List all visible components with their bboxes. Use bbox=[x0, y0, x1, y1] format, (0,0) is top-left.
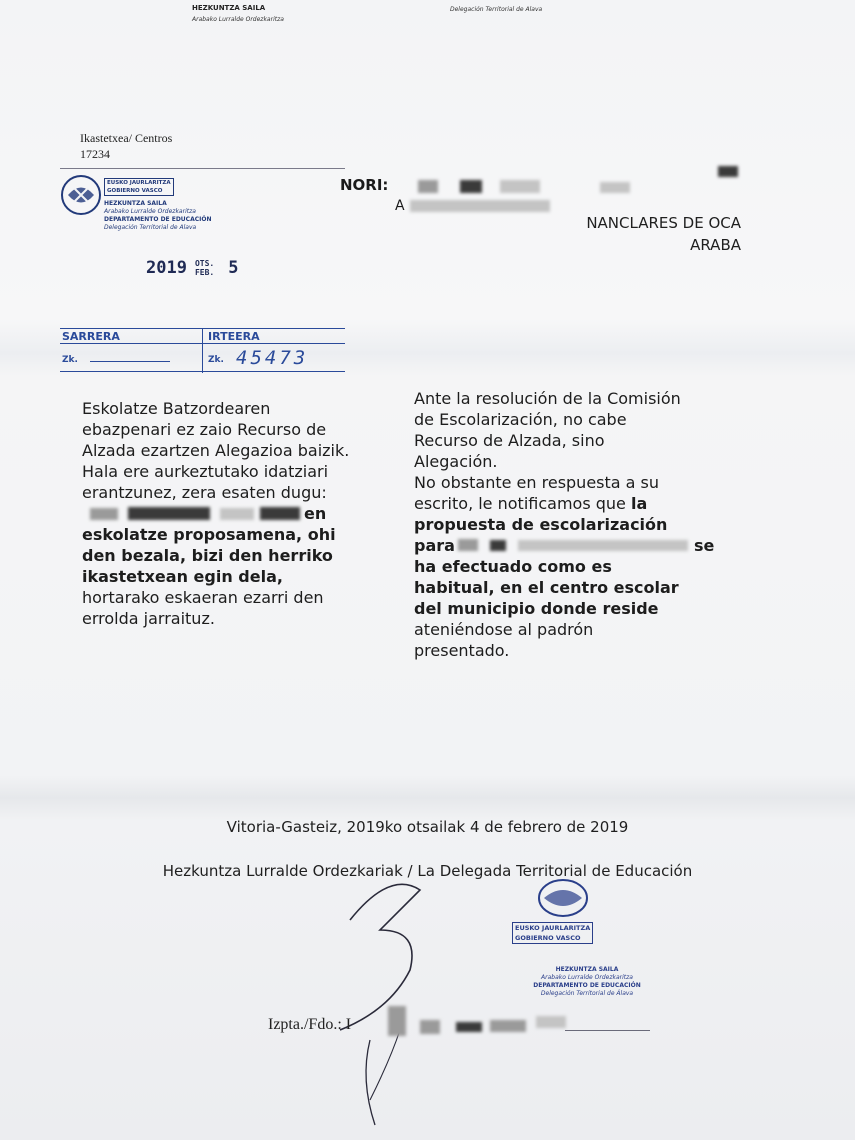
redaction bbox=[260, 507, 300, 520]
registry-row-divider bbox=[60, 343, 345, 344]
stamp-day: 5 bbox=[228, 258, 239, 278]
stamp-dept bbox=[104, 200, 212, 232]
basque-bold-line: ikastetxean egin dela, bbox=[82, 567, 283, 586]
seal-dept bbox=[512, 966, 662, 998]
signer-line: Hezkuntza Lurralde Ordezkariak / La Delegada Territorial de Educación bbox=[162, 862, 693, 880]
seal-gov-line1: EUSKO JAURLARITZA bbox=[515, 924, 591, 932]
stamp-dept-es-sub: Delegación Territorial de Alava bbox=[104, 224, 197, 231]
centro-code: 17234 bbox=[80, 147, 110, 161]
stamp-dept-eu: HEZKUNTZA SAILA bbox=[104, 200, 167, 207]
letterhead-dept-eu-sub: Arabako Lurralde Ordezkaritza bbox=[192, 16, 284, 23]
spanish-line-bold-part: la bbox=[630, 494, 648, 513]
redaction bbox=[128, 507, 210, 520]
stamp-gov-box bbox=[104, 178, 174, 196]
basque-line: erantzunez, zera esaten dugu: bbox=[82, 483, 327, 502]
centro-label: Ikastetxea/ Centros bbox=[80, 131, 173, 145]
registry-bottom-line bbox=[60, 371, 345, 372]
spanish-line: Ante la resolución de la Comisión bbox=[414, 389, 681, 408]
seal-dept-es-sub: Delegación Territorial de Álava bbox=[540, 990, 634, 997]
centro-divider bbox=[60, 168, 345, 169]
redaction bbox=[418, 180, 438, 193]
recipient-province: ARABA bbox=[690, 236, 741, 254]
spanish-line: Recurso de Alzada, sino bbox=[414, 431, 605, 450]
registry-exit-label: IRTEERA bbox=[208, 330, 260, 343]
spanish-line-part: para bbox=[414, 536, 455, 555]
redaction bbox=[456, 1022, 482, 1032]
registry-table bbox=[60, 328, 345, 373]
redaction bbox=[490, 1020, 526, 1032]
signature-scribble bbox=[330, 860, 450, 1130]
registry-entry-zk: Zk. bbox=[62, 355, 78, 365]
recipient-city: NANCLARES DE OCA bbox=[586, 214, 741, 232]
basque-line: errolda jarraituz. bbox=[82, 609, 215, 628]
stamp-dept-eu-sub: Arabako Lurralde Ordezkaritza bbox=[104, 208, 196, 215]
basque-column bbox=[82, 398, 382, 629]
registry-entry-label: SARRERA bbox=[62, 330, 120, 343]
redaction bbox=[220, 508, 254, 520]
spanish-line bbox=[414, 493, 744, 514]
basque-line: ebazpenari ez zaio Recurso de bbox=[82, 420, 327, 439]
basque-line: Eskolatze Batzordearen bbox=[82, 399, 271, 418]
registry-exit-number: 45473 bbox=[236, 347, 309, 369]
letterhead-dept-es-sub: Delegación Territorial de Alava bbox=[450, 6, 543, 13]
basque-line: en bbox=[304, 504, 327, 523]
redaction bbox=[410, 200, 550, 212]
recipient-label: NORI: bbox=[340, 176, 389, 194]
seal-dept-eu-sub: Arabako Lurralde Ordezkaritza bbox=[541, 974, 633, 981]
sign-label: Izpta./Fdo.: I bbox=[268, 1016, 352, 1033]
redaction bbox=[460, 180, 482, 193]
stamp-month-es: FEB. bbox=[194, 268, 215, 277]
registry-exit-zk: Zk. bbox=[208, 355, 224, 365]
stamp-dept-es: DEPARTAMENTO DE EDUCACIÓN bbox=[104, 216, 212, 223]
spanish-line-part: escrito, le notificamos que bbox=[414, 494, 631, 513]
redaction bbox=[600, 182, 630, 193]
redaction bbox=[490, 540, 506, 551]
seal-gov-line2: GOBIERNO VASCO bbox=[515, 934, 581, 942]
spanish-column bbox=[414, 388, 744, 661]
basque-line: hortarako eskaeran ezarri den bbox=[82, 588, 324, 607]
spanish-line: ateniéndose al padrón bbox=[414, 620, 594, 639]
spanish-bold-line: propuesta de escolarización bbox=[414, 515, 668, 534]
stamp-month-eu: OTS. bbox=[194, 259, 215, 268]
basque-line: Alzada ezartzen Alegazioa baizik. bbox=[82, 441, 350, 460]
stamp-year: 2019 bbox=[146, 258, 187, 278]
spanish-line-part: se bbox=[694, 536, 715, 555]
redaction bbox=[536, 1016, 566, 1028]
redaction bbox=[500, 180, 540, 193]
spanish-line: Alegación. bbox=[414, 452, 498, 471]
basque-line: Hala ere aurkeztutako idatziari bbox=[82, 462, 329, 481]
spanish-line: No obstante en respuesta a su bbox=[414, 473, 660, 492]
seal-dept-eu: HEZKUNTZA SAILA bbox=[555, 966, 619, 973]
spanish-bold-line: del municipio donde reside bbox=[414, 599, 659, 618]
registry-entry-blank bbox=[90, 361, 170, 362]
gov-seal-icon bbox=[536, 878, 590, 922]
redaction bbox=[718, 166, 738, 177]
redaction bbox=[458, 539, 478, 551]
basque-bold-line: den bezala, bizi den herriko bbox=[82, 546, 333, 565]
date-line: Vitoria-Gasteiz, 2019ko otsailak 4 de febrero de 2019 bbox=[226, 818, 629, 836]
spanish-line: presentado. bbox=[414, 641, 510, 660]
seal-gov-box bbox=[512, 922, 593, 944]
basque-bold-line: eskolatze proposamena, ohi bbox=[82, 525, 336, 544]
spanish-bold-line: ha efectuado como es bbox=[414, 557, 612, 576]
stamp-gov-line1: EUSKO JAURLARITZA bbox=[107, 180, 171, 186]
letterhead-dept-eu: HEZKUNTZA SAILA bbox=[192, 4, 266, 12]
date-stamp bbox=[146, 258, 238, 278]
spanish-redacted-line bbox=[414, 535, 744, 556]
spanish-line: de Escolarización, no cabe bbox=[414, 410, 627, 429]
gov-logo-icon bbox=[60, 174, 102, 220]
redaction bbox=[388, 1006, 406, 1036]
stamp-gov-line2: GOBIERNO VASCO bbox=[107, 188, 163, 194]
recipient-address-prefix: A bbox=[395, 198, 405, 214]
basque-redacted-line bbox=[82, 503, 382, 524]
redaction bbox=[90, 508, 118, 520]
sign-underline bbox=[565, 1030, 650, 1031]
redaction bbox=[518, 540, 688, 551]
seal-dept-es: DEPARTAMENTO DE EDUCACIÓN bbox=[533, 982, 641, 989]
spanish-bold-line: habitual, en el centro escolar bbox=[414, 578, 679, 597]
redaction bbox=[420, 1020, 440, 1034]
registry-vertical-divider bbox=[202, 329, 203, 373]
